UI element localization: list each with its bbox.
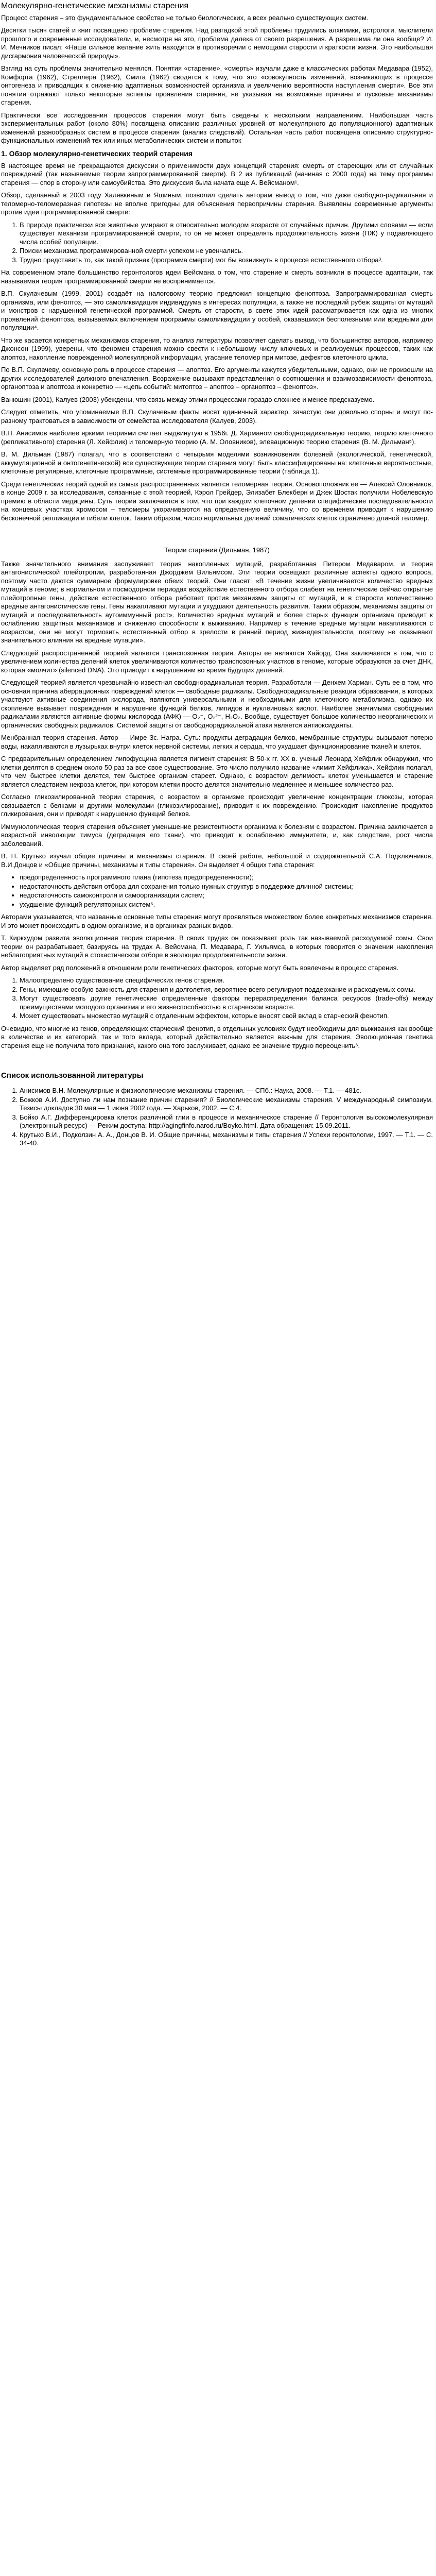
list-item: 1. Малоопределено существование специфических генов старения. [20, 976, 433, 985]
intro-paragraph: Взгляд на суть проблемы значительно менялся. Понятия «старение», «смерть» изучали даже в классических работах Медавара (1952), Комфорта (1962), Стреллера (1962), Смита (1962) сводятся к тому, что это «совокупность изменений, возникающих в процессе онтогенеза и приводящих к снижению адаптивных возможностей организма и увеличению вероятности наступления смерти». Все эти понятия отражают только некоторые аспекты проявления старения, не указывая на возможные причины и пусковые механизмы старения. [1, 64, 433, 107]
list-item: 4. Может существовать множество мутаций с отдаленным эффектом, которые вносят свой вклад в старческий фенотип. [20, 1012, 433, 1021]
body-paragraph: Иммунологическая теория старения объясняет уменьшение резистентности организма к болезням с возрастом. Причина заключается в возрастной инволюции тимуса (деградация его ткани), что приводит к ослаблению иммунитета, и, как следствие, рост числа заболеваний. [1, 822, 433, 848]
table-placeholder-gap [1, 527, 433, 540]
body-paragraph: Следующей распространенной теорией является транспозонная теория. Авторы ее являются Хайорд. Она заключается в том, что с увеличением количества делений клеток увеличиваются количество транспозонных участков в геноме, которые образуются за счет ДНК, которая «молчит» (silenced DNA). Это приводит к нарушениям во время будущих делений. [1, 649, 433, 674]
section-1 [1, 149, 433, 1050]
reference-item: 3. Бойко А.Г. Дифференцировка клеток различной глии в процессе и механическое старение // Геронтология высокомолекулярная (электронный ресурс) — Режим доступа: http://agingfinfo.narod.ru/Boyko.html. Дата обращения: 15.09.2011. [20, 1113, 433, 1130]
list-item: 3. Могут существовать другие генетические определенные факторы перераспределения баланса ресурсов (trade-offs) между преимуществами молодого организма и его жизнеспособностью в старческом возрасте. [20, 994, 433, 1011]
list-item: 3. Трудно представить то, как такой признак (программа смерти) мог бы возникнуть в процессе естественного отбора³. [20, 256, 433, 265]
body-paragraph: Обзор, сделанный в 2003 году Халявкиным и Яшиным, позволил сделать авторам вывод о том, что даже свободно-радикальная и теломерно-теломеразная гипотезы не вполне пригодны для объяснения первопричины старения. Выявлены современные аргументы против идеи программированной смерти: [1, 191, 433, 216]
list-item: • предопределенность программного плана (гипотеза предопределенности); [20, 873, 433, 882]
arguments-list [1, 221, 433, 265]
body-paragraph: По В.П. Скулачеву, основную роль в процессе старения — апоптоз. Его аргументы кажутся убедительными, однако, они не произошли на других исследователей должного впечатления. Возражение вызывают представления о соотношении и взаимозависимости феноптоза, органоптоза и апоптоза и конкретно — «цепь событий: митоптоз – апоптоз – органоптоз – феноптоз». [1, 366, 433, 391]
list-item: 1. В природе практически все животные умирают в относительно молодом возрасте от случайных причин. Другими словами — если существует механизм программированной смерти, то он не может определять продолжительность жизни (ПЖ) у подавляющего числа особей популяции. [20, 221, 433, 247]
body-paragraph: Следующей теорией является чрезвычайно известная свободнорадикальная теория. Разработали — Денхем Харман. Суть ее в том, что основная причина аберрационных повреждений клеток — свободные радикалы. Свободнорадикальные реакции образования, в которых участвуют активные соединения кислорода, являются универсальными и необходимыми для клеточного метаболизма, однако их скопление вызывает повреждения и нарушение функций белков, липидов и нуклеиновых кислот. Наиболее значимыми свободными радикалами являются активные формы кислорода (АФК) — O₂⁻, O₂²⁻, H₂O₂. Вообще, существует большое количество неорганических и органических свободных радикалов. Системой защиты от свободнорадикальной атаки является антиоксиданты. [1, 679, 433, 729]
reference-item: 2. Божков А.И. Доступно ли нам познание причин старения? // Биологические механизмы старения. V международный симпозиум. Тезисы докладов 30 мая — 1 июня 2002 года. — Харьков, 2002. — С.4. [20, 1096, 433, 1113]
body-paragraph: Менбранная теория старения. Автор — Имре Зс.-Награ. Суть: продукты деградации белков, мембранные структуры вызывают потерю воды, накапливаются в лузырьках внутри клеток нервной системы, легких и сердца, что ухудшает функционирование тканей и клеток. [1, 734, 433, 750]
body-paragraph: Согласно гликозилированной теории старения, с возрастом в организме происходит увеличение концентрации глюкозы, которая связывается с белками и другими молекулами (гликозилирование), приводит к их повреждению. Происходит накопление продуктов гликирования, они и приводят к нарушению функций белков. [1, 793, 433, 818]
body-paragraph: Т. Киркхудом развита эволюционная теория старения. В своих трудах он показывает роль так называемой расходуемой сомы. Свои теории он разрабатывает, базируясь на трудах А. Вейсмана, П. Медавара, Г. Уильямса, в которых говорится о значении накопления неблагоприятных мутаций в стохастическом отборе в эволюции продолжительности жизни. [1, 934, 433, 959]
body-paragraph: С предварительным определением липофусцина является пигмент старения: В 50-х гг. XX в. ученый Леонард Хейфлик обнаружил, что клетки делятся в среднем около 50 раз за все свое существование. Это число получило название «лимит Хейфлика». Хейфлик полагал, что чем быстрее клетки делятся, тем быстрее организм стареет. Однако, с возрастом делимость клеток уменьшается и старение является следствием некроза клеток, при котором клетки просто делятся значительно медленнее и меньшее количество раз. [1, 755, 433, 788]
intro-paragraph: Десятки тысяч статей и книг посвящено проблеме старения. Над разгадкой этой проблемы трудились алхимики, астрологи, мыслители прошлого и современные исследователи, и, несмотря на это, проблема далека от своего разрешения. А разрешима ли она вообще? И. И. Мечников писал: «Наше сильное желание жить находится в противоречии с немощами старости и краткости жизни. Это наибольшая дисгармония человеческой природы». [1, 26, 433, 60]
body-paragraph: В.П. Скулачевым (1999, 2001) создаёт на налоговому теорию предложил концепцию феноптоза. Запрограммированная смерть организма, или феноптоз, — это самоликвидация индивидуума в интересах популяции, а также не последний рубеж защиты от мутаций и монстров с нарушенной генетической программой. Смерть от старости, в свете этих идей рассматривается как одна из многих проявлений феноптоза, вызываемых включением программы самоликвидации у особей, оказавшихся бесполезными или вредными для популяции⁴. [1, 290, 433, 332]
section-heading: 1. Обзор молекулярно-генетических теорий старения [1, 149, 193, 158]
aging-types-list [1, 873, 433, 909]
body-paragraph: Также значительного внимания заслуживает теория накопленных мутаций, разработанная Питером Медаваром, и теория антагонистической плейотропии, разработанная Джорджем Вильямсом. Эти теории освещают различные аспекты одного вопроса, поэтому часто даются суммарное формулировке обеих теорий. Они гласят: «В течение жизни увеличивается количество вредных мутаций в геноме; в нормальном и посмодорном периодах воздействие естественного отбора слабеет на генетические сейчас открытые плейотропные гены, действие естественного отбора работает против механизмы защиты от мутаций, и в старости количественно вредные антагонистические гены. Гены накапливают мутации и ухудшают деятельность развития. Таким образом, механизмы защиты от мутаций и последовательность аутоиммунный рост». Количество вредных мутаций и более старых функции организма приводит к ослаблению защитных механизмов и снижению способности к выживанию. Например в течение вредные мутации накапливаются с возрастом, они не могут тормозить естественный отбор в зрелости в ранний период жизнедеятельности, поэтому не оказывают значительного влияния на вредные мутации». [1, 560, 433, 645]
page-title: Молекулярно-генетические механизмы старения [1, 2, 189, 10]
references-section [1, 1071, 433, 1148]
body-paragraph: В настоящее время не прекращаются дискуссии о применимости двух концепций старения: смерть от стареющих или от случайных повреждений (так называемые теории запрограммированной смерти). В 2 из публикаций (начиная с 2000 года) на тему программы старения — спор в сторону или самоубийства. Это дискуссия была начата еще А. Вейсманом¹. [1, 161, 433, 187]
reference-item: 4. Крутько В.И., Подколзин А. А., Донцов В. И. Общие причины, механизмы и типы старения // Успехи геронтологии, 1997. — Т.1. — С. 34-40. [20, 1131, 433, 1148]
body-paragraph: Автор выделяет ряд положений в отношении роли генетических факторов, которые могут быть вовлечены в процесс старения. [1, 963, 399, 972]
body-paragraph: Ванюшин (2001), Калуев (2003) убеждены, что связь между этими процессами гораздо сложнее и менее предсказуемо. [1, 395, 375, 403]
list-item: 2. Гены, имеющие особую важность для старения и долголетия, вероятнее всего регулируют поддержание и расходуемых сомы. [20, 986, 433, 994]
body-paragraph: Среди генетических теорий одной из самых распространенных является теломерная теория. Основоположник ее — Алексей Оловников, в конце 2009 г. за исследования, связанные с этой теорией, Кэрол Грейдер, Элизабет Блекберн и Джек Шостак получили Нобелевскую премию в области медицины. Суть теории заключается в том, что при каждом клеточном делении специфические последовательности на концевых участках хромосом – теломеры укорачиваются на определенную величину, что со временем приводит к нарушению бесконечной репликации и гибели клеток. Таким образом, число нормальных делений соматических клеток ограничено длиной теломер. [1, 480, 433, 522]
body-paragraph: В. Н. Крутько изучал общие причины и механизмы старения. В своей работе, небольшой и содержательной С.А. Подключников, В.И.Донцов и «Общие причины, механизмы и типы старения». Он выделяет 4 общих типа старения: [1, 852, 433, 869]
genetic-factors-list [1, 976, 433, 1021]
body-paragraph: Следует отметить, что упоминаемые В.П. Скулачевым факты носят единичный характер, зачастую они довольно спорны и могут по-разному трактоваться в зависимости от семейства исследователя (Калуев, 2003). [1, 408, 433, 425]
list-item: • недостаточность самоконтроля и самоорганизации систем; [20, 891, 433, 900]
document-page [0, 0, 434, 1148]
reference-item: 1. Анисимов В.Н. Молекулярные и физиологические механизмы старения. — СПб.: Наука, 2008. — Т.1. — 481с. [20, 1087, 433, 1095]
body-paragraph: На современном этапе большинство геронтологов идеи Вейсмана о том, что старение и смерть возникли в процессе адаптации, так называемая теория программированной смерти не воспринимается. [1, 268, 433, 285]
list-item: • недостаточность действия отбора для сохранения только нужных структур в поддержке длинной системы; [20, 883, 433, 891]
body-paragraph: В. М. Дильман (1987) полагал, что в соответствии с четырьмя моделями возникновения болезней (экологической, генетической, аккумуляционной и онтогенетической) все существующие теории старения могут быть классифицированы на: клеточные вероятностные, клеточные регулярные, клеточные программные, системные программированные теории (таблица 1). [1, 450, 433, 476]
intro-section [1, 14, 433, 145]
body-paragraph: В.Н. Анисимов наиболее яркими теориями считает выдвинутую в 1956г. Д. Харманом свободнорадикальную теорию, теорию клеточного (репликативного) старения (Л. Хейфлик) и теломерную теорию (А. М. Оловников), элевационную теорию старения (В. М. Дильман⁵). [1, 429, 433, 446]
intro-paragraph: Процесс старения – это фундаментальное свойство не только биологических, а всех реально существующих систем. [1, 13, 369, 22]
body-paragraph: Что же касается конкретных механизмов старения, то анализ литературы позволяет сделать вывод, что большинство авторов, например Джонсон (1999), уверены, что феномен старения можно свести к небольшому числу ключевых и реализуемых процессов, таких как апоптоз, накопление поврежденной молекулярной информации, угасание теломер при митозе, дефектов клеточного цикла. [1, 336, 433, 361]
body-paragraph: Авторами указывается, что названные основные типы старения могут проявляться множеством более конкретных механизмов старения. И это может происходить в одном организме, и в органиках разных видов. [1, 913, 433, 929]
list-item: 2. Поиски механизма программированной смерти успехом не увенчались. [20, 247, 433, 256]
table-caption: Теории старения (Дильман, 1987) [164, 546, 270, 554]
body-paragraph: Очевидно, что многие из генов, определяющих старческий фенотип, в отдельных условиях будут необходимы для выживания как вообще в количестве и их категорий, так и того вклада, который действительно является важным для старения. Эволюционная генетика старения еще не получила того признания, какого она того заслуживает, однако ее значение трудно переоценить⁶. [1, 1024, 433, 1049]
intro-paragraph: Практически все исследования процессов старения могут быть сведены к нескольким направлениям. Наибольшая часть экспериментальных работ (около 80%) посвящена описанию различных уровней от молекулярного до популяционного) адаптивных изменений разнообразных систем в процессе старения (анализ следствий). Остальная часть работ посвящена описанию структурно-функциональных изменений тех или иных метаболических систем и попыток [1, 111, 433, 145]
references-list [1, 1087, 433, 1148]
list-item: • ухудшение функций регуляторных систем⁶. [20, 901, 433, 909]
references-heading: Список использованной литературы [1, 1071, 144, 1080]
